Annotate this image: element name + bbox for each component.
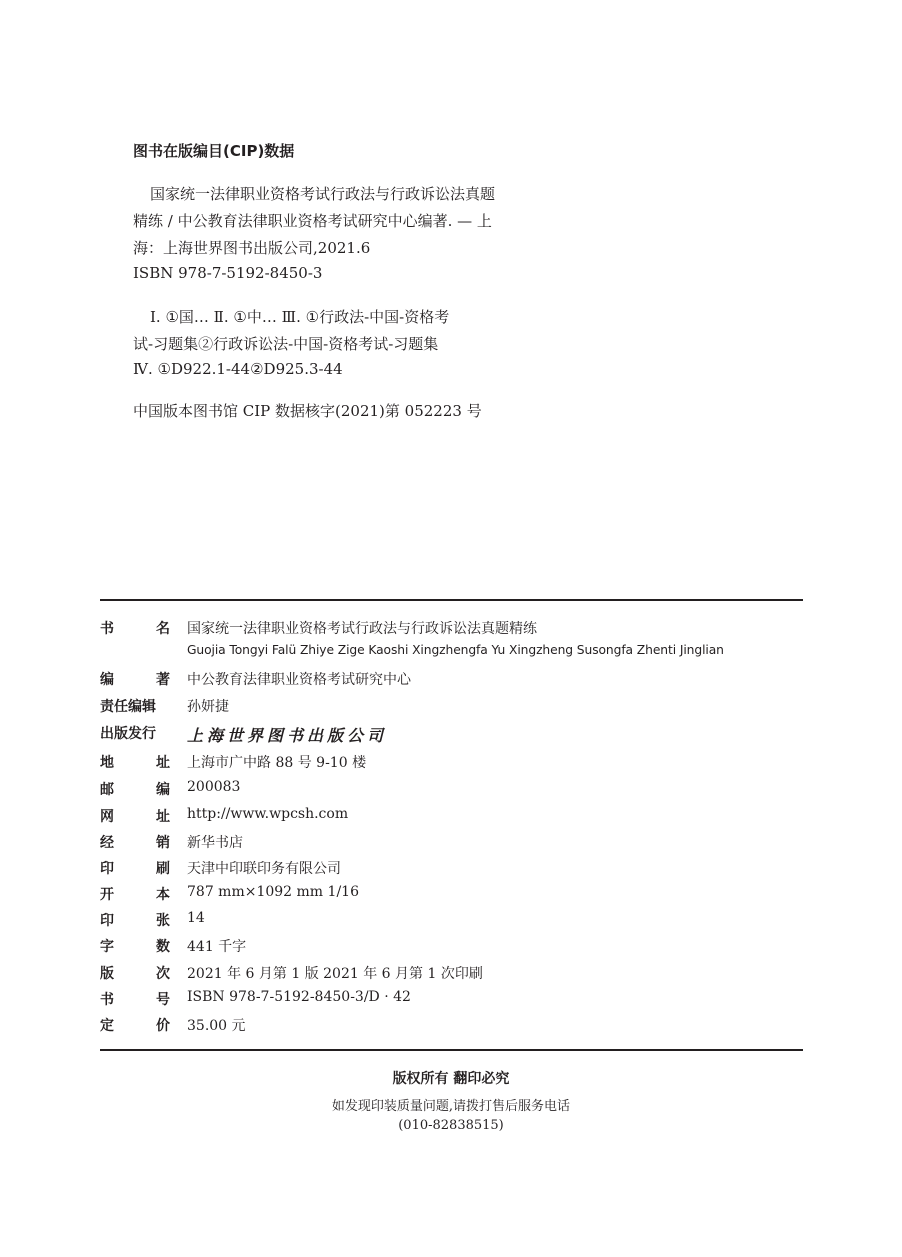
info-value: ISBN 978-7-5192-8450-3/D · 42 bbox=[187, 989, 411, 1005]
info-label: 字 数 bbox=[100, 939, 170, 955]
info-row bbox=[100, 806, 810, 828]
info-value: 孙妍捷 bbox=[187, 699, 229, 715]
top-rule bbox=[100, 599, 803, 601]
info-label: 书 号 bbox=[100, 992, 170, 1008]
cip-heading: 图书在版编目(CIP)数据 bbox=[133, 142, 295, 160]
info-label: 责任编辑 bbox=[100, 699, 156, 715]
info-label: 版 次 bbox=[100, 966, 170, 982]
website-link[interactable]: http://www.wpcsh.com bbox=[187, 806, 349, 822]
bottom-rule bbox=[100, 1049, 803, 1051]
info-value: 天津中印联印务有限公司 bbox=[187, 861, 341, 877]
service-phone: (010-82838515) bbox=[398, 1118, 504, 1133]
info-value: 国家统一法律职业资格考试行政法与行政诉讼法真题精练 bbox=[187, 621, 537, 637]
info-row bbox=[100, 1015, 810, 1037]
info-label: 印 刷 bbox=[100, 861, 170, 877]
cip-isbn: ISBN 978-7-5192-8450-3 bbox=[133, 264, 323, 282]
info-label: 邮 编 bbox=[100, 782, 170, 798]
info-row bbox=[100, 963, 810, 985]
info-value: 2021 年 6 月第 1 版 2021 年 6 月第 1 次印刷 bbox=[187, 966, 483, 982]
info-row bbox=[100, 669, 810, 691]
info-row-title bbox=[100, 618, 810, 640]
info-value: 新华书店 bbox=[187, 835, 243, 851]
info-label: 地 址 bbox=[100, 755, 170, 771]
cip-line: Ⅳ. ①D922.1-44②D925.3-44 bbox=[133, 360, 343, 378]
info-label: 定 价 bbox=[100, 1018, 170, 1034]
cip-line: 试-习题集②行政诉讼法-中国-资格考试-习题集 bbox=[133, 335, 439, 353]
info-label: 开 本 bbox=[100, 887, 170, 903]
info-row bbox=[100, 832, 810, 854]
info-label: 经 销 bbox=[100, 835, 170, 851]
title-pinyin: Guojia Tongyi Falü Zhiye Zige Kaoshi Xingzhengfa Yu Xingzheng Susongfa Zhenti Jinglian bbox=[187, 643, 724, 657]
info-row bbox=[100, 723, 810, 745]
service-notice: 如发现印装质量问题,请拨打售后服务电话 bbox=[331, 1099, 571, 1114]
info-row bbox=[100, 696, 810, 718]
info-value: 上海市广中路 88 号 9-10 楼 bbox=[187, 755, 367, 771]
info-value: 中公教育法律职业资格考试研究中心 bbox=[187, 672, 411, 688]
info-label: 印 张 bbox=[100, 913, 170, 929]
info-value: 441 千字 bbox=[187, 939, 247, 955]
info-value: 14 bbox=[187, 910, 205, 926]
info-row bbox=[100, 858, 810, 880]
publisher-logo: 上海世界图书出版公司 bbox=[187, 726, 388, 745]
info-row bbox=[100, 936, 810, 958]
info-row bbox=[100, 752, 810, 774]
info-row bbox=[100, 989, 810, 1011]
cip-record-number: 中国版本图书馆 CIP 数据核字(2021)第 052223 号 bbox=[133, 402, 482, 420]
info-row bbox=[100, 884, 810, 906]
info-row bbox=[100, 910, 810, 932]
info-label: 出版发行 bbox=[100, 726, 156, 742]
cip-line: 海：上海世界图书出版公司,2021.6 bbox=[133, 239, 371, 257]
cip-line: 精练 / 中公教育法律职业资格考试研究中心编著. — 上 bbox=[133, 212, 492, 230]
info-value: 35.00 元 bbox=[187, 1018, 246, 1034]
info-label: 书 名 bbox=[100, 621, 170, 637]
info-value: 200083 bbox=[187, 779, 241, 795]
info-label: 编 著 bbox=[100, 672, 170, 688]
info-row bbox=[100, 779, 810, 801]
info-value: 787 mm×1092 mm 1/16 bbox=[187, 884, 359, 900]
info-label: 网 址 bbox=[100, 809, 170, 825]
cip-line: Ⅰ. ①国… Ⅱ. ①中… Ⅲ. ①行政法-中国-资格考 bbox=[150, 308, 450, 326]
copyright-title: 版权所有 翻印必究 bbox=[392, 1071, 510, 1087]
cip-line: 国家统一法律职业资格考试行政法与行政诉讼法真题 bbox=[150, 185, 496, 203]
